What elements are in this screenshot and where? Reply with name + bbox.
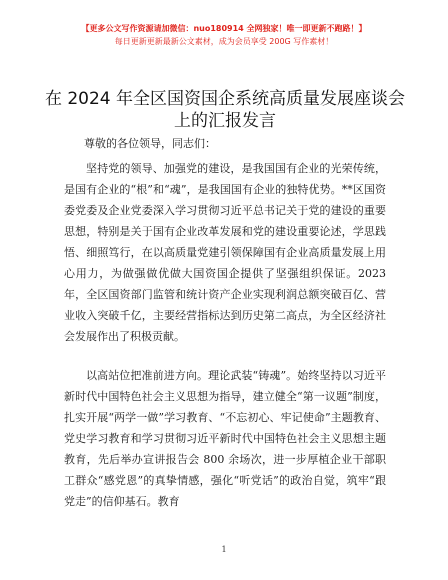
page-number: 1 [221,545,227,554]
paragraph-2: 以高站位把准前进方向。理论武装“铸魂”。始终坚持以习近平新时代中国特色社会主义思想为指导，建立健全“第一议题”制度，扎实开展“两学一做”学习教育、“不忘初心、牢记使命”主题教育、党史学习教育和学习贯彻习近平新时代中国特色社会主义思想主题教育，先后举办宣讲报告会 800 余场次，进一步厚植企业干部职工群众“感党恩”的真挚情感，强化“听党话”的政治自觉，筑牢“跟党走”的信仰基石。教育 [64,369,386,508]
document-title: 在 2024 年全区国资国企系统高质量发展座谈会上的汇报发言 [44,89,406,131]
greeting: 尊敬的各位领导，同志们： [84,137,216,150]
promo-banner [0,22,448,48]
promo-banner-line2: 每日更新更新最新公文素材，成为会员享受 200G 写作素材！ [114,37,334,46]
paragraph-1: 坚持党的领导、加强党的建设，是我国国有企业的光荣传统，是国有企业的“根”和“魂”，是我国国有企业的独特优势。**区国资委党委及企业党委深入学习贯彻习近平总书记关于党的建设的重要思想，特别是关于国有企业改革发展和党的建设重要论述，学思践悟、细照笃行，在以高质量党建引领保障国有企业高质量发展上用心用力，为做强做优做大国资国企提供了坚强组织保证。2023 年，全区国资部门监管和统计资产企业实现利润总额突破百亿、营业收入突破千亿，主要经营指标达到历史第二高点，为全区经济社会发展作出了积极贡献。 [64,162,386,343]
promo-banner-line1: 【更多公文写作资源请加微信：nuo180914 全网独家！唯一即更新不跑路！】 [81,24,367,33]
